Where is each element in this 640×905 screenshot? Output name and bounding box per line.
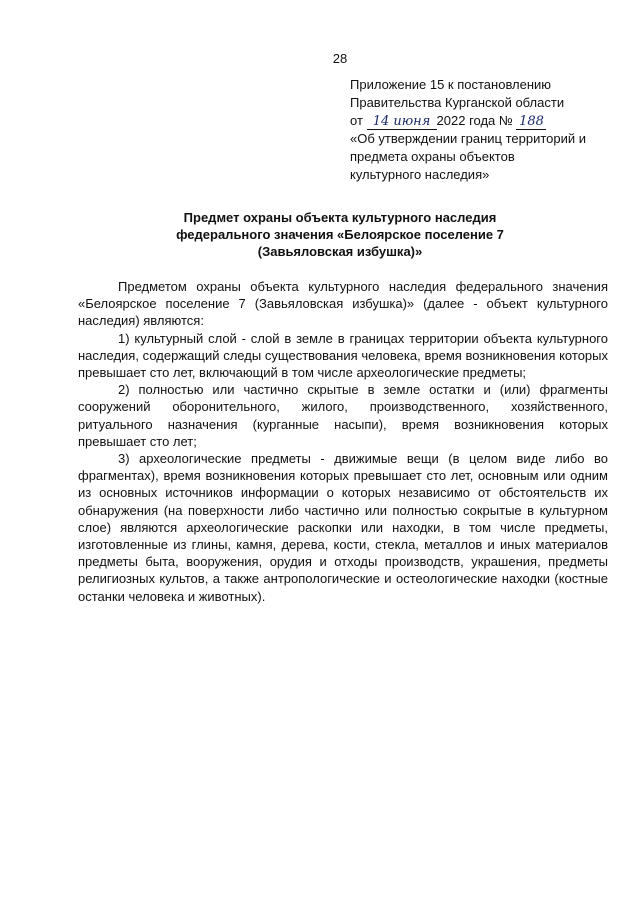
appendix-line-6: культурного наследия» (350, 167, 490, 182)
appendix-line-4: «Об утверждении границ территорий и (350, 131, 587, 146)
year-text: 2022 года (436, 113, 496, 128)
appendix-header (350, 76, 620, 184)
paragraph-item-2: 2) полностью или частично скрытые в земле остатки и (или) фрагменты сооружений оборонительного, жилого, производственного, хозяйственного, ритуального назначения (курганные насыпи), время возникновения которых превышает сто лет; (78, 382, 608, 449)
paragraph-intro: Предметом охраны объекта культурного наследия федерального значения «Белоярское поселение 7 (Завьяловская избушка)» (далее - объект культурного наследия) являются: (78, 279, 608, 329)
appendix-line-1: Приложение 15 к постановлению (350, 77, 552, 92)
title-line-2: федерального значения «Белоярское поселение 7 (176, 227, 504, 242)
appendix-date-line (350, 112, 620, 130)
document-title (90, 209, 590, 260)
title-line-1: Предмет охраны объекта культурного наследия (183, 210, 497, 225)
page-number: 28 (332, 51, 348, 66)
handwritten-number: 188 (516, 115, 546, 130)
handwritten-date: 14 июня (367, 115, 437, 130)
date-prefix: от (350, 113, 363, 128)
paragraph-item-3: 3) археологические предметы - движимые вещи (в целом виде либо во фрагментах), время возникновения которых превышает сто лет, основным или одним из основных источников информации о которых независимо от обстоятельств их обнаружения (на поверхности либо частично или полностью сокрытые в культурном слое) являются археологические раскопки или находки, в том числе предметы, изготовленные из глины, камня, дерева, кости, стекла, металлов и иных материалов предметы быта, вооружения, орудия и отходы производств, украшения, предметы религиозных культов, а также антропологические и остеологические находки (костные останки человека и животных). (78, 451, 608, 604)
paragraph-item-1: 1) культурный слой - слой в земле в границах территории объекта культурного наследия, содержащий следы существования человека, время возникновения которых превышает сто лет, включающий в том числе археологические предметы; (78, 330, 608, 381)
document-body (78, 278, 608, 605)
title-line-3: (Завьяловская избушка)» (257, 244, 423, 259)
number-prefix: № (498, 113, 513, 128)
appendix-line-2: Правительства Курганской области (350, 95, 565, 110)
appendix-line-5: предмета охраны объектов (350, 149, 515, 164)
